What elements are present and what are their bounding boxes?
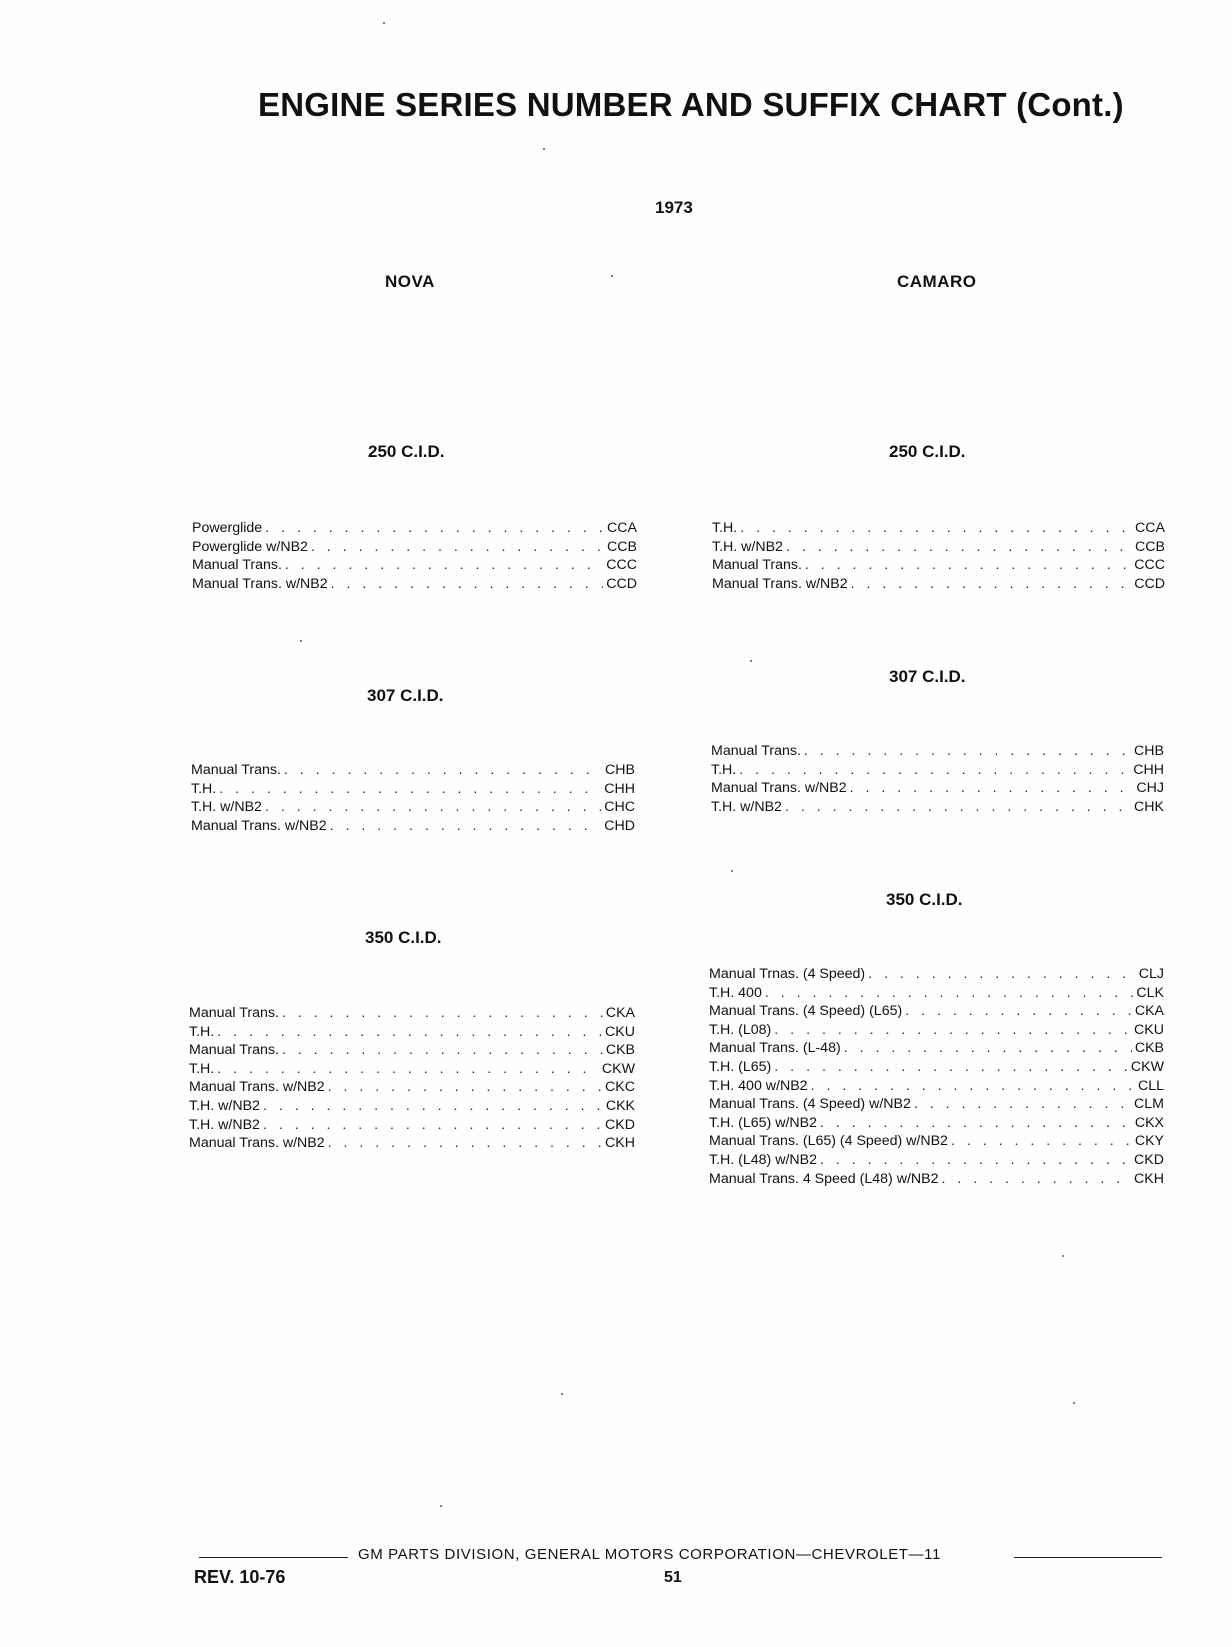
chart-row [189,1116,635,1135]
camaro-350-heading: 350 C.I.D. [886,890,963,909]
footer-rule-left [199,1557,348,1558]
transmission-label: Manual Trans. (L65) (4 Speed) w/NB2 [709,1133,948,1150]
chart-row [709,1039,1164,1058]
suffix-code: CKK [605,1097,635,1114]
chart-row [192,556,637,575]
chart-row [711,798,1164,817]
transmission-label: Manual Trans. [191,762,281,778]
dot-leader [739,761,1130,780]
camaro-heading: CAMARO [897,272,977,291]
transmission-label: Manual Trans. 4 Speed (L48) w/NB2 [709,1170,939,1187]
chart-row [189,1023,635,1042]
dot-leader [905,1002,1132,1021]
transmission-label: T.H. w/NB2 [191,799,262,816]
footer-rule-right [1014,1557,1162,1558]
nova-350-heading: 350 C.I.D. [365,928,442,947]
transmission-label: Manual Trans. [189,1005,279,1021]
dot-leader [804,742,1131,761]
dot-leader [850,779,1134,798]
scan-speck [750,660,752,662]
transmission-label: T.H. 400 [709,984,762,1001]
transmission-label: Manual Trnas. (4 Speed) [709,966,866,982]
scan-speck [440,1505,442,1507]
suffix-code: CKB [1134,1040,1164,1057]
dot-leader [330,817,602,836]
chart-row [191,780,635,799]
suffix-code: CKW [1130,1058,1164,1075]
transmission-label: Manual Trans. [189,1042,279,1059]
dot-leader [951,1132,1132,1151]
suffix-code: CLM [1134,1096,1164,1113]
transmission-label: T.H. [191,780,217,797]
suffix-code: CHB [605,762,635,778]
nova-250-list [192,519,637,593]
transmission-label: Manual Trans. (4 Speed) (L65) [709,1003,903,1020]
transmission-label: Powerglide w/NB2 [192,538,308,555]
dot-leader [774,1021,1131,1040]
transmission-label: T.H. [712,520,738,536]
dot-leader [844,1039,1132,1058]
transmission-label: Manual Trans. w/NB2 [711,780,847,797]
camaro-350-list [709,965,1164,1188]
scan-speck [300,640,302,642]
revision-label: REV. 10-76 [194,1567,286,1587]
dot-leader [282,1041,603,1060]
page-number: 51 [664,1569,682,1586]
suffix-code: CCD [1134,575,1165,592]
dot-leader [785,798,1131,817]
dot-leader [820,1151,1131,1170]
scan-speck [1062,1255,1064,1257]
chart-row [189,1060,635,1079]
dot-leader [217,1060,599,1079]
chart-row [189,1078,635,1097]
chart-row [709,1021,1164,1040]
transmission-label: Manual Trans. [711,743,801,759]
suffix-code: CCD [606,575,637,592]
scan-speck [561,1393,563,1395]
chart-row [711,742,1164,761]
suffix-code: CKU [1134,1021,1164,1038]
transmission-label: Manual Trans. [192,557,282,574]
transmission-label: Manual Trans. (L-48) [709,1040,841,1057]
chart-row [191,761,635,780]
suffix-code: CLK [1136,984,1164,1001]
chart-row [709,1132,1164,1151]
suffix-code: CKU [605,1023,635,1040]
footer-text: GM PARTS DIVISION, GENERAL MOTORS CORPORATION—CHEVROLET—11 [358,1546,941,1563]
chart-row [712,575,1165,594]
dot-leader [285,556,603,575]
transmission-label: T.H. w/NB2 [189,1116,260,1133]
chart-row [712,556,1165,575]
transmission-label: T.H. w/NB2 [711,798,782,815]
dot-leader [820,1114,1132,1133]
nova-250-heading: 250 C.I.D. [368,442,445,461]
suffix-code: CKA [605,1005,635,1021]
scan-speck [383,22,385,24]
chart-row [712,538,1165,557]
chart-row [709,1114,1164,1133]
scan-speck [1073,1402,1075,1404]
dot-leader [328,1134,602,1153]
chart-row [711,779,1164,798]
suffix-code: CKB [605,1042,635,1059]
chart-row [709,1058,1164,1077]
suffix-code: CKW [601,1060,635,1077]
suffix-code: CKH [1134,1170,1164,1187]
dot-leader [786,538,1132,557]
camaro-307-heading: 307 C.I.D. [889,667,966,686]
suffix-code: CHK [1134,798,1164,815]
suffix-code: CKD [605,1116,635,1133]
suffix-code: CCB [607,538,637,555]
nova-307-heading: 307 C.I.D. [367,686,444,705]
transmission-label: T.H. w/NB2 [189,1097,260,1114]
nova-307-list [191,761,635,835]
suffix-code: CLL [1137,1077,1164,1094]
chart-row [191,817,635,836]
suffix-code: CHD [604,817,635,834]
transmission-label: T.H. (L65) [709,1058,772,1075]
chart-row [711,761,1164,780]
camaro-250-heading: 250 C.I.D. [889,442,966,461]
dot-leader [263,1097,603,1116]
dot-leader [219,780,601,799]
suffix-code: CKC [605,1079,635,1096]
dot-leader [263,1116,602,1135]
chart-row [709,1170,1164,1189]
dot-leader [284,761,602,780]
chart-row [189,1041,635,1060]
chart-row [709,1077,1164,1096]
suffix-code: CHJ [1136,780,1164,797]
transmission-label: T.H. w/NB2 [712,538,783,555]
chart-row [189,1134,635,1153]
dot-leader [331,575,604,594]
dot-leader [851,575,1132,594]
transmission-label: Powerglide [192,520,263,536]
dot-leader [914,1095,1131,1114]
dot-leader [765,984,1134,1003]
dot-leader [942,1170,1132,1189]
scan-speck [611,275,613,277]
dot-leader [265,798,601,817]
dot-leader [282,1004,603,1023]
transmission-label: Manual Trans. w/NB2 [191,817,327,834]
camaro-250-list [712,519,1165,593]
transmission-label: Manual Trans. w/NB2 [189,1079,325,1096]
suffix-code: CCC [606,557,637,574]
dot-leader [805,556,1131,575]
transmission-label: Manual Trans. [712,557,802,574]
transmission-label: T.H. (L48) w/NB2 [709,1151,818,1168]
camaro-307-list [711,742,1164,816]
suffix-code: CLJ [1138,966,1164,982]
chart-row [191,798,635,817]
suffix-code: CKD [1134,1151,1164,1168]
suffix-code: CCA [607,520,637,536]
chart-row [189,1097,635,1116]
scan-speck [543,148,545,150]
page-title: ENGINE SERIES NUMBER AND SUFFIX CHART (Cont.) [258,86,1124,123]
dot-leader [265,519,604,538]
suffix-code: CKH [605,1135,635,1152]
transmission-label: T.H. 400 w/NB2 [709,1077,808,1094]
dot-leader [311,538,604,557]
dot-leader [774,1058,1128,1077]
transmission-label: T.H. (L65) w/NB2 [709,1114,818,1131]
suffix-code: CKX [1134,1114,1164,1131]
suffix-code: CCB [1135,538,1165,555]
transmission-label: T.H. [711,761,737,778]
dot-leader [740,519,1132,538]
chart-row [709,1002,1164,1021]
chart-row [192,519,637,538]
suffix-code: CCC [1134,557,1165,574]
chart-row [189,1004,635,1023]
nova-heading: NOVA [385,272,435,291]
dot-leader [811,1077,1135,1096]
transmission-label: T.H. [189,1060,215,1077]
dot-leader [217,1023,602,1042]
suffix-code: CKA [1134,1003,1164,1020]
chart-row [709,965,1164,984]
suffix-code: CHB [1134,743,1164,759]
chart-row [709,1095,1164,1114]
transmission-label: T.H. (L08) [709,1021,772,1038]
chart-row [192,575,637,594]
transmission-label: Manual Trans. (4 Speed) w/NB2 [709,1096,911,1113]
chart-row [709,984,1164,1003]
transmission-label: Manual Trans. w/NB2 [189,1135,325,1152]
suffix-code: CHH [1133,761,1164,778]
scan-speck [731,870,733,872]
dot-leader [868,965,1136,984]
suffix-code: CHH [604,780,635,797]
transmission-label: T.H. [189,1023,215,1040]
dot-leader [328,1078,602,1097]
suffix-code: CHC [604,799,635,816]
chart-row [192,538,637,557]
suffix-code: CKY [1134,1133,1164,1150]
chart-row [709,1151,1164,1170]
suffix-code: CCA [1135,520,1165,536]
transmission-label: Manual Trans. w/NB2 [192,575,328,592]
nova-350-list [189,1004,635,1153]
model-year: 1973 [655,198,693,217]
chart-row [712,519,1165,538]
transmission-label: Manual Trans. w/NB2 [712,575,848,592]
